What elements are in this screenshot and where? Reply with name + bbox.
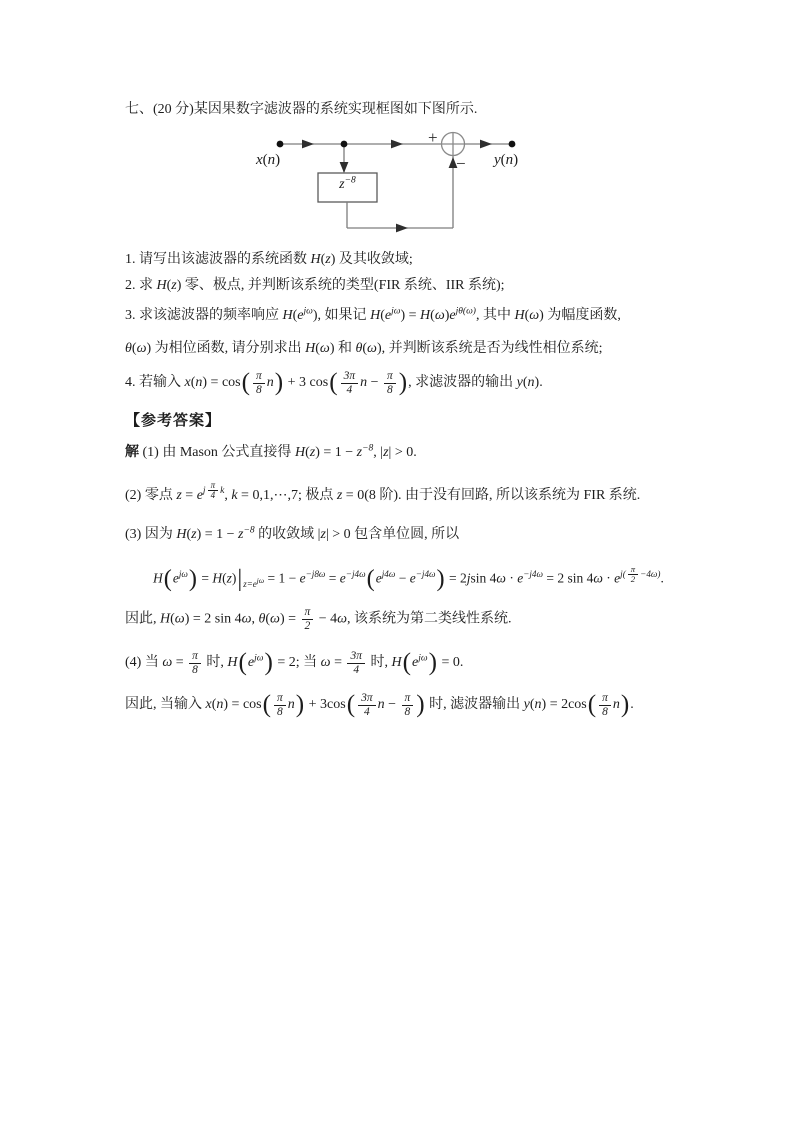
math-token: 2 bbox=[630, 574, 636, 585]
math-token: H bbox=[282, 308, 293, 323]
math-token bbox=[243, 575, 265, 589]
math-token: | bbox=[237, 565, 243, 592]
math-token: jω bbox=[254, 653, 264, 664]
fraction bbox=[628, 565, 638, 584]
math-token: n bbox=[287, 697, 295, 713]
math-token: ) bbox=[620, 691, 630, 718]
math-token: ω bbox=[367, 341, 377, 356]
math-token: −j8ω bbox=[305, 569, 326, 579]
math-token: θ bbox=[258, 611, 266, 627]
math-token: 8 bbox=[277, 705, 283, 718]
reference-answer-header: 【参考答案】 bbox=[125, 413, 222, 429]
math-token: (3) 因为 bbox=[125, 527, 177, 542]
math-token: = bbox=[172, 655, 188, 671]
math-token: ) = 1 − bbox=[196, 527, 239, 542]
fraction bbox=[341, 370, 358, 397]
output-node-dot bbox=[509, 141, 516, 148]
math-token: n bbox=[267, 152, 276, 168]
math-token: n bbox=[360, 375, 368, 391]
math-token: θ bbox=[355, 341, 363, 356]
math-token: e bbox=[384, 308, 392, 323]
arrowhead-down-icon bbox=[340, 162, 349, 173]
math-token: | > 0 包含单位圆, 所以 bbox=[325, 527, 460, 542]
math-token: 8 bbox=[387, 383, 393, 396]
math-token: , bbox=[224, 487, 232, 503]
math-token: = bbox=[181, 487, 197, 503]
math-token: (2) 零点 bbox=[125, 487, 177, 503]
fraction bbox=[347, 650, 364, 677]
math-token: ) bbox=[264, 649, 273, 676]
math-token: j bbox=[202, 486, 206, 497]
math-token: ( bbox=[222, 570, 227, 586]
math-token: H bbox=[212, 570, 223, 586]
math-token: ( bbox=[524, 308, 530, 323]
problem-item-3-line-2 bbox=[125, 340, 603, 359]
math-token: y bbox=[516, 375, 523, 391]
math-token: ( bbox=[241, 369, 251, 396]
math-token: , 该系统为第二类线性系统. bbox=[347, 611, 512, 627]
math-token: ( bbox=[238, 649, 247, 676]
math-token: e bbox=[517, 570, 524, 586]
math-token: (4) 当 bbox=[125, 655, 163, 671]
math-token: 4 bbox=[363, 705, 370, 718]
solution-step-3-conclusion bbox=[125, 606, 512, 633]
math-token: ( bbox=[305, 445, 310, 460]
math-token: ), 如果记 bbox=[312, 308, 371, 323]
math-token: jω bbox=[256, 575, 265, 585]
math-token bbox=[202, 480, 225, 501]
math-token: = bbox=[330, 655, 346, 671]
math-token: z bbox=[336, 487, 343, 503]
math-token: = 0(8 阶). 由于没有回路, 所以该系统为 FIR 系统. bbox=[342, 487, 641, 503]
math-token: 3π bbox=[341, 370, 358, 384]
problem-item-1 bbox=[125, 251, 413, 270]
math-token: 4. 若输入 bbox=[125, 375, 185, 391]
minus-sign-label: − bbox=[456, 154, 466, 173]
math-token: π bbox=[274, 692, 286, 706]
delay-block-label bbox=[318, 177, 377, 193]
math-token: ) bbox=[428, 649, 437, 676]
math-token: = bbox=[197, 570, 213, 586]
math-token: ( bbox=[265, 611, 271, 627]
math-token: , bbox=[251, 611, 259, 627]
math-token: ω bbox=[496, 570, 506, 586]
math-token: ω bbox=[593, 570, 603, 586]
math-token: 8 bbox=[404, 705, 411, 718]
math-token: ) bbox=[513, 152, 519, 168]
math-token: − bbox=[384, 697, 400, 713]
solution-final-output bbox=[125, 688, 634, 722]
math-token: z bbox=[383, 445, 389, 460]
math-token: 时, bbox=[202, 655, 228, 671]
math-token: π bbox=[628, 565, 638, 575]
math-token: ( bbox=[500, 152, 506, 168]
math-token: ( bbox=[315, 341, 320, 356]
math-token: −j4ω bbox=[345, 569, 366, 579]
math-token: −8 bbox=[243, 525, 255, 536]
math-token: ω bbox=[162, 655, 173, 671]
math-token: z bbox=[325, 252, 331, 267]
math-token: 8 bbox=[602, 705, 608, 718]
math-token: 8 bbox=[192, 663, 198, 676]
math-token: 4 bbox=[346, 383, 353, 396]
math-token: − bbox=[395, 570, 410, 586]
math-token: ) 为幅度函数, bbox=[539, 308, 621, 323]
math-token: ). bbox=[534, 375, 543, 391]
math-token: + 3 cos bbox=[284, 375, 329, 391]
branch-node-dot bbox=[341, 141, 348, 148]
math-token: 的收敛域 | bbox=[254, 527, 321, 542]
math-token: x bbox=[205, 697, 212, 713]
math-token: n bbox=[527, 375, 535, 391]
math-token: ) 为相位函数, 请分别求出 bbox=[146, 341, 306, 356]
problem-item-2 bbox=[125, 277, 505, 296]
math-token: ( bbox=[366, 565, 375, 592]
math-token: n bbox=[612, 697, 620, 713]
math-token: ) = 2cos bbox=[541, 697, 587, 713]
math-token: | > 0. bbox=[388, 445, 417, 460]
math-token: ) bbox=[444, 308, 450, 323]
math-token: e bbox=[196, 487, 203, 503]
math-token: e bbox=[375, 570, 382, 586]
math-token: . bbox=[630, 697, 634, 713]
fraction bbox=[302, 606, 314, 633]
math-token: 七、(20 分)某因果数字滤波器的系统实现框图如下图所示. bbox=[125, 102, 478, 117]
math-token bbox=[620, 564, 661, 585]
math-token: ), 并判断该系统是否为线性相位系统; bbox=[376, 341, 603, 356]
math-token: e bbox=[411, 655, 419, 671]
block-diagram bbox=[250, 126, 550, 240]
math-token: e bbox=[449, 308, 456, 323]
math-token: k bbox=[231, 487, 238, 503]
solution-step-3 bbox=[125, 526, 459, 545]
math-token: π bbox=[189, 650, 201, 664]
fraction bbox=[208, 481, 219, 501]
math-token: −8 bbox=[362, 443, 374, 454]
output-signal-label bbox=[494, 152, 518, 169]
math-token: H bbox=[420, 308, 431, 323]
math-token: π bbox=[302, 606, 314, 620]
math-token: (1) 由 Mason 公式直接得 bbox=[139, 445, 295, 460]
fraction bbox=[253, 370, 265, 397]
fraction bbox=[599, 692, 611, 719]
math-token: 因此, 当输入 bbox=[125, 697, 206, 713]
math-token: H bbox=[156, 278, 167, 293]
math-token: ( bbox=[170, 611, 175, 627]
solution-step-4 bbox=[125, 646, 463, 680]
math-token: jω bbox=[391, 306, 401, 317]
math-token: ( bbox=[262, 152, 268, 168]
math-token: 1. 请写出该滤波器的系统函数 bbox=[125, 252, 311, 267]
math-token: H bbox=[370, 308, 381, 323]
math-token: 时, bbox=[366, 655, 392, 671]
math-token: = 1 − bbox=[264, 570, 300, 586]
math-token: ( bbox=[329, 369, 338, 396]
math-token: ) bbox=[274, 369, 284, 396]
arrowhead-right-icon bbox=[480, 140, 492, 149]
math-token: ) bbox=[398, 369, 408, 396]
math-token: + 3cos bbox=[305, 697, 346, 713]
math-token: ( bbox=[380, 308, 385, 323]
math-token: . bbox=[660, 570, 664, 586]
arrowhead-right-icon bbox=[302, 140, 314, 149]
math-token: −j4ω bbox=[415, 569, 436, 579]
fraction bbox=[358, 692, 375, 719]
math-token: ( bbox=[186, 527, 192, 542]
fraction bbox=[189, 650, 201, 677]
math-token: z bbox=[191, 527, 197, 542]
math-token: −j4ω bbox=[523, 569, 543, 579]
math-token: ) = bbox=[400, 308, 421, 323]
math-token: · bbox=[505, 570, 518, 586]
math-token: z bbox=[176, 487, 182, 503]
math-token: = 0. bbox=[437, 655, 464, 671]
math-token: k bbox=[220, 486, 225, 497]
math-token: e bbox=[297, 308, 304, 323]
problem-item-4 bbox=[125, 366, 543, 400]
math-token: ω bbox=[434, 308, 445, 323]
input-signal-label bbox=[256, 152, 280, 169]
math-token: ω bbox=[320, 655, 331, 671]
math-token: , | bbox=[373, 445, 384, 460]
math-token: 因此, bbox=[125, 611, 160, 627]
math-token: π bbox=[208, 481, 219, 491]
math-token: H bbox=[310, 252, 321, 267]
math-token: − bbox=[367, 375, 382, 391]
arrowhead-right-icon bbox=[396, 224, 408, 233]
math-token: ) bbox=[231, 570, 237, 586]
math-token: π bbox=[384, 370, 396, 384]
math-token: ) = cos bbox=[202, 375, 241, 391]
math-token: 4 bbox=[210, 490, 216, 501]
math-token: = 2 bbox=[445, 570, 467, 586]
math-token: ( bbox=[262, 691, 272, 718]
math-token: H bbox=[176, 527, 187, 542]
solution-step-2 bbox=[125, 481, 640, 506]
math-token: ω bbox=[174, 611, 185, 627]
solution-step-1 bbox=[125, 444, 417, 463]
math-token: n bbox=[534, 697, 542, 713]
math-token: ) = bbox=[279, 611, 300, 627]
math-token: jω bbox=[303, 306, 313, 317]
math-token: θ bbox=[125, 341, 132, 356]
math-token: ( bbox=[587, 691, 597, 718]
math-token: ( bbox=[320, 252, 326, 267]
math-token: ) bbox=[295, 691, 305, 718]
math-token: ) = 2 sin 4 bbox=[184, 611, 242, 627]
math-token: 2. 求 bbox=[125, 278, 157, 293]
math-token: 8 bbox=[256, 383, 262, 396]
math-token: −4ω) bbox=[640, 569, 661, 579]
math-token: z bbox=[320, 527, 326, 542]
math-token: z bbox=[171, 278, 177, 293]
math-token: π bbox=[253, 370, 265, 384]
math-token: n bbox=[377, 697, 385, 713]
math-token: ( bbox=[522, 375, 528, 391]
math-token: 3π bbox=[347, 650, 364, 664]
math-token: ω bbox=[319, 341, 330, 356]
math-token: ( bbox=[430, 308, 435, 323]
math-token: z bbox=[226, 570, 232, 586]
math-token: , 求滤波器的输出 bbox=[408, 375, 517, 391]
math-token: j( bbox=[620, 569, 626, 579]
math-token: n bbox=[216, 697, 224, 713]
math-token: π bbox=[599, 692, 611, 706]
fraction bbox=[384, 370, 396, 397]
math-token: ) bbox=[436, 565, 445, 592]
math-token: ω bbox=[337, 611, 348, 627]
math-token: n bbox=[195, 375, 203, 391]
problem-item-3-line-1 bbox=[125, 307, 621, 326]
math-token: = 0,1,⋯,7; 极点 bbox=[237, 487, 337, 503]
math-token: e bbox=[172, 570, 179, 586]
fraction bbox=[274, 692, 286, 719]
input-node-dot bbox=[277, 141, 284, 148]
math-token: ( bbox=[131, 341, 137, 356]
math-token: z bbox=[356, 445, 363, 460]
math-token: j4ω bbox=[381, 569, 396, 579]
math-token: = 2 sin 4 bbox=[543, 570, 594, 586]
math-token: ( bbox=[190, 375, 196, 391]
math-token: e bbox=[339, 570, 346, 586]
math-token: j bbox=[466, 570, 471, 586]
math-token: jω bbox=[418, 653, 428, 664]
math-token: y bbox=[494, 152, 501, 168]
math-token: ω bbox=[270, 611, 280, 627]
math-token: e bbox=[299, 570, 306, 586]
math-token: jθ(ω) bbox=[455, 306, 476, 317]
math-token: 时, 滤波器输出 bbox=[425, 697, 524, 713]
math-token: H bbox=[391, 655, 402, 671]
math-token: n bbox=[266, 375, 274, 391]
math-token: ( bbox=[292, 308, 298, 323]
math-token: sin 4 bbox=[470, 570, 497, 586]
math-token: H bbox=[227, 655, 238, 671]
arrowhead-right-icon bbox=[391, 140, 403, 149]
math-token: z bbox=[238, 527, 244, 542]
math-token: ) 及其收敛域; bbox=[330, 252, 413, 267]
math-token: H bbox=[514, 308, 525, 323]
block-diagram-svg bbox=[250, 126, 550, 240]
math-token: ω bbox=[529, 308, 540, 323]
math-token: x bbox=[184, 375, 191, 391]
math-token: ) bbox=[188, 565, 197, 592]
math-token: ω bbox=[241, 611, 252, 627]
math-token: 3π bbox=[358, 692, 375, 706]
fraction bbox=[402, 692, 414, 719]
math-token: y bbox=[523, 697, 530, 713]
math-token: ) = 1 − bbox=[315, 445, 357, 460]
math-token: jω bbox=[178, 569, 188, 579]
math-token: ( bbox=[362, 341, 368, 356]
math-token: H bbox=[153, 570, 163, 586]
math-token: −8 bbox=[344, 175, 356, 186]
math-token: , 其中 bbox=[475, 308, 515, 323]
math-token: π bbox=[402, 692, 414, 706]
math-token: e bbox=[409, 570, 416, 586]
math-token: ( bbox=[166, 278, 172, 293]
math-token: e bbox=[247, 655, 255, 671]
math-token: ( bbox=[529, 697, 535, 713]
math-token: · bbox=[602, 570, 615, 586]
math-token: ( bbox=[346, 691, 356, 718]
math-token: H bbox=[294, 445, 306, 460]
math-token: ) 和 bbox=[329, 341, 356, 356]
math-token: − 4 bbox=[315, 611, 338, 627]
math-token: H bbox=[305, 341, 316, 356]
math-token: 4 bbox=[353, 663, 360, 676]
math-token: ) = cos bbox=[223, 697, 262, 713]
math-token: ) bbox=[416, 691, 425, 718]
math-token: = 2; 当 bbox=[273, 655, 321, 671]
problem-title bbox=[125, 101, 477, 120]
math-token: z bbox=[309, 445, 316, 460]
math-token: 3. 求该滤波器的频率响应 bbox=[125, 308, 283, 323]
math-token: n bbox=[505, 152, 514, 168]
math-token: ( bbox=[211, 697, 217, 713]
plus-sign-label: + bbox=[428, 128, 438, 147]
math-token: e bbox=[614, 570, 621, 586]
math-token: ( bbox=[402, 649, 411, 676]
math-token: 解 bbox=[125, 445, 139, 460]
math-token: ) bbox=[275, 152, 281, 168]
math-token: 2 bbox=[304, 619, 311, 632]
solution-frequency-response-equation bbox=[153, 563, 664, 596]
math-token: z bbox=[339, 177, 345, 192]
math-token: x bbox=[256, 152, 263, 168]
math-token: H bbox=[160, 611, 171, 627]
math-token: ( bbox=[163, 565, 172, 592]
math-token: ω bbox=[136, 341, 147, 356]
math-token: = bbox=[325, 570, 340, 586]
math-token: z=e bbox=[243, 578, 257, 589]
math-token: ) 零、极点, 并判断该系统的类型(FIR 系统、IIR 系统); bbox=[176, 278, 505, 293]
